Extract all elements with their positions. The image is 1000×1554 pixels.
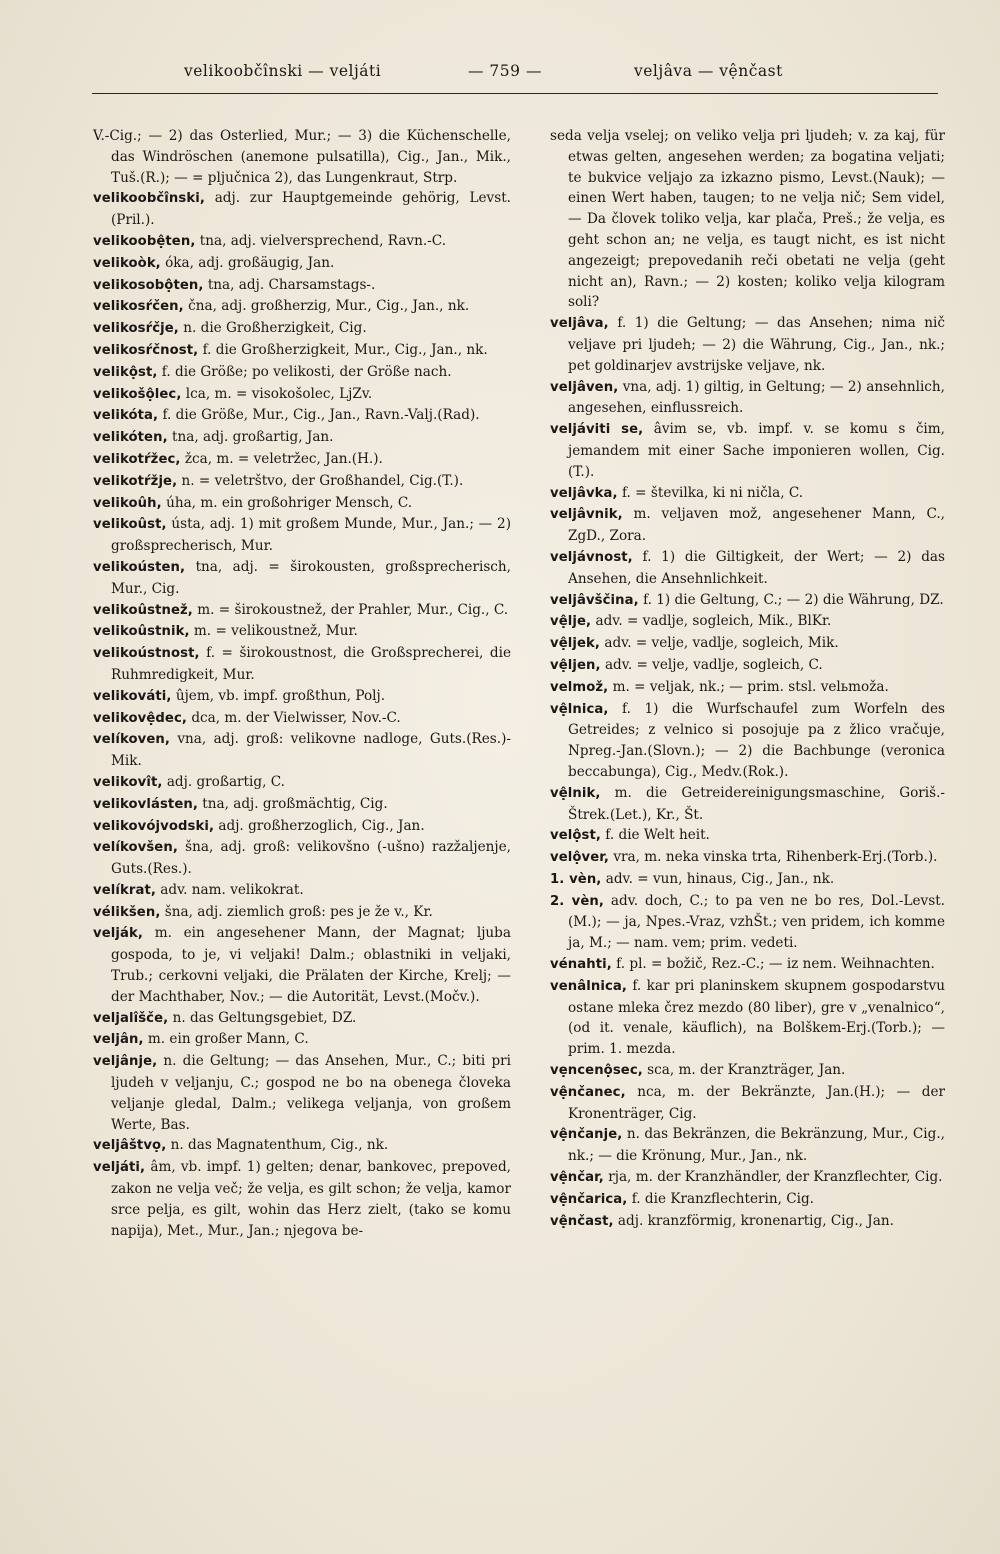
entry-definition: m. ein großer Mann, C. bbox=[143, 1031, 309, 1048]
entry-definition: sca, m. der Kranzträger, Jan. bbox=[642, 1062, 846, 1079]
entry-headword: velikosŕčje, bbox=[93, 321, 179, 337]
dictionary-entry bbox=[93, 923, 511, 1007]
dictionary-entry bbox=[93, 1135, 511, 1157]
entry-definition: adj. großartig, C. bbox=[162, 773, 285, 790]
entry-headword: velikoûh, bbox=[93, 495, 162, 511]
entry-definition: ûjem, vb. impf. großthun, Polj. bbox=[171, 687, 386, 704]
entry-definition: adv. = vun, hinaus, Cig., Jan., nk. bbox=[601, 870, 835, 887]
entry-headword: vệnčanec, bbox=[550, 1084, 626, 1100]
dictionary-entry bbox=[93, 514, 511, 557]
entry-headword: velikoústen, bbox=[93, 559, 186, 575]
entry-headword: velikosobộten, bbox=[93, 277, 204, 293]
dictionary-entry bbox=[93, 471, 511, 493]
entry-headword: veljânje, bbox=[93, 1054, 158, 1070]
entry-headword: veljâštvọ, bbox=[93, 1138, 167, 1154]
entry-headword: velikoûstnež, bbox=[93, 602, 193, 618]
entry-definition: tna, adj. großmächtig, Cig. bbox=[197, 795, 388, 812]
dictionary-entry bbox=[550, 1167, 945, 1189]
dictionary-entry bbox=[93, 880, 511, 902]
entry-definition: m. = veljak, nk.; — prim. stsl. velьmoža. bbox=[608, 678, 889, 695]
entry-definition: tna, adj. = širokousten, großsprecherisch, Mur., Cig. bbox=[111, 558, 511, 597]
entry-definition: f. kar pri planinskem skupnem gospodarstvu ostane mleka črez mezdo (80 liber), gre v „venalnico“, (od it. venale, käuflich), na Bolškem-Erj.(Torb.); — prim. 1. mezda. bbox=[568, 977, 945, 1058]
entry-definition: f. die Kranzflechterin, Cig. bbox=[627, 1190, 815, 1207]
header-rule bbox=[92, 93, 938, 94]
entry-definition: adv. = velje, vadlje, sogleich, Mik. bbox=[600, 635, 839, 652]
entry-definition: adv. doch, C.; to pa ven ne bo res, Dol.-Levst.(M.); — ja, Npes.-Vraz, vzhŠt.; ven pridem, ich komme ja, M.; — nam. vem; prim. vedeti. bbox=[568, 892, 945, 952]
dictionary-entry bbox=[550, 869, 945, 891]
entry-definition: m. veljaven mož, angesehener Mann, C., ZgD., Zora. bbox=[568, 506, 945, 545]
entry-headword: velmož, bbox=[550, 679, 609, 695]
entry-headword: vệljek, bbox=[550, 636, 601, 652]
entry-headword: velikovlásten, bbox=[93, 796, 198, 812]
dictionary-entry bbox=[93, 1008, 511, 1030]
entry-definition: adv. nam. velikokrat. bbox=[155, 881, 304, 898]
dictionary-entry bbox=[550, 699, 945, 783]
entry-definition: n. das Bekränzen, die Bekränzung, Mur., Cig., nk.; — die Krönung, Mur., Jan., nk. bbox=[568, 1126, 945, 1165]
entry-headword: velikóta, bbox=[93, 408, 159, 424]
dictionary-entry bbox=[550, 954, 945, 976]
entry-headword: veljâvščina, bbox=[550, 592, 639, 608]
entry-definition: n. = veletrštvo, der Großhandel, Cig.(T.). bbox=[177, 472, 464, 489]
entry-definition: seda velja vselej; on veliko velja pri ljudeh; v. za kaj, für etwas gelten, angesehen werden; za bogatina veljati; te bukvice veljajo za izkazno pismo, Levst.(Nauk); — einen Wert haben, taugen; to ne velja nič; Sem videl, — Da človek toliko velja, kar plača, Preš.; že velja, es geht schon an; ne velja, es taugt nicht, es ist nicht angezeigt; prepovedanih reči obetati ne velja (geht nicht an), Ravn.; — 2) kosten; koliko velja kilogram soli? bbox=[550, 128, 945, 311]
entry-definition: f. die Größe, Mur., Cig., Jan., Ravn.-Valj.(Rad). bbox=[158, 407, 480, 424]
entry-headword: veljáti, bbox=[93, 1160, 146, 1176]
dictionary-entry bbox=[93, 1157, 511, 1241]
entry-definition: f. 1) die Geltung, C.; — 2) die Währung, DZ. bbox=[638, 591, 944, 608]
dictionary-entry bbox=[93, 340, 511, 362]
entry-definition: n. die Großherzigkeit, Cig. bbox=[178, 320, 367, 337]
left-column bbox=[93, 126, 511, 1241]
page-header bbox=[0, 62, 1000, 88]
entry-headword: velikovît, bbox=[93, 774, 163, 790]
entry-headword: vệnčanje, bbox=[550, 1127, 623, 1143]
entry-definition: f. = številka, ki ni ničla, C. bbox=[617, 484, 804, 501]
entry-headword: veljalîšče, bbox=[93, 1010, 169, 1026]
dictionary-entry bbox=[93, 296, 511, 318]
entry-definition: f. die Welt heit. bbox=[600, 827, 710, 844]
entry-definition: úha, m. ein großohriger Mensch, C. bbox=[161, 494, 413, 511]
entry-definition: m. = širokoustnež, der Prahler, Mur., Cig., C. bbox=[192, 601, 509, 618]
entry-headword: velikoûst, bbox=[93, 517, 167, 533]
dictionary-entry bbox=[550, 1211, 945, 1233]
dictionary-entry bbox=[550, 655, 945, 677]
entry-headword: 2. vèn, bbox=[550, 893, 605, 909]
entry-headword: vẹncenộsec, bbox=[550, 1063, 643, 1079]
entry-headword: vệnčar, bbox=[550, 1170, 604, 1186]
entry-headword: velíkrat, bbox=[93, 882, 156, 898]
entry-definition: dca, m. der Vielwisser, Nov.-C. bbox=[187, 709, 401, 726]
entry-headword: velikotŕžje, bbox=[93, 473, 178, 489]
entry-definition: m. die Getreidereinigungsmaschine, Goriš.-Štrek.(Let.), Kr., Št. bbox=[568, 784, 945, 823]
entry-headword: veljâvnik, bbox=[550, 507, 623, 523]
entry-definition: šna, adj. groß: velikovšno (-ušno) razžaljenje, Guts.(Res.). bbox=[111, 839, 511, 878]
entry-headword: vệnčarica, bbox=[550, 1191, 628, 1207]
dictionary-entry bbox=[93, 493, 511, 515]
entry-headword: vệlnica, bbox=[550, 701, 609, 717]
entry-headword: vélikšen, bbox=[93, 904, 161, 920]
dictionary-entry bbox=[93, 729, 511, 772]
dictionary-entry bbox=[550, 590, 945, 612]
dictionary-entry bbox=[550, 504, 945, 547]
entry-definition: f. = širokoustnost, die Großsprecherei, die Ruhmredigkeit, Mur. bbox=[111, 645, 511, 683]
entry-definition: f. 1) die Wurfschaufel zum Worfeln des Getreides; z velnico si posojuje pa z žlico vračuje, Npreg.-Jan.(Slovn.); — 2) die Bachbunge (veronica beccabunga), Cig., Medv.(Rok.). bbox=[568, 700, 945, 780]
header-left-guide-words: velikoobčînski — veljáti bbox=[184, 62, 382, 80]
entry-definition: m. = velikoustnež, Mur. bbox=[189, 623, 358, 640]
entry-headword: velikošộlec, bbox=[93, 386, 182, 402]
entry-headword: vénahti, bbox=[550, 957, 612, 973]
dictionary-entry bbox=[93, 772, 511, 794]
entry-definition: âm, vb. impf. 1) gelten; denar, bankovec, prepoved, zakon ne velja več; že velja, es gilt schon; že velja, kamor srce pelja, es gilt, wohin das Herz zielt, (tako se komu napija), Met., Mur., Jan.; njegova be- bbox=[111, 1159, 511, 1239]
entry-definition: f. die Großherzigkeit, Mur., Cig., Jan., nk. bbox=[198, 341, 488, 358]
dictionary-entry bbox=[93, 362, 511, 384]
entry-headword: veljâvka, bbox=[550, 485, 618, 501]
entry-definition: f. pl. = božič, Rez.-C.; — iz nem. Weihnachten. bbox=[611, 956, 935, 973]
entry-headword: velikosŕčen, bbox=[93, 299, 184, 315]
dictionary-entry bbox=[550, 825, 945, 847]
dictionary-entry bbox=[93, 643, 511, 686]
entry-headword: 1. vèn, bbox=[550, 871, 602, 887]
entry-definition: vna, adj. groß: velikovne nadloge, Guts.(Res.)-Mik. bbox=[111, 731, 511, 770]
dictionary-entry bbox=[550, 1189, 945, 1211]
entry-headword: venâlnica, bbox=[550, 978, 627, 994]
entry-definition: m. ein angesehener Mann, der Magnat; ljuba gospoda, to je, vi veljaki! Dalm.; oblastniki in veljaki, Trub.; cerkovni veljaki, die Prälaten der Kirche, Krelj; — der Machthaber, Nov.; — die Autorität, Levst.(Močv.). bbox=[111, 925, 511, 1005]
dictionary-entry bbox=[550, 611, 945, 633]
entry-definition: vna, adj. 1) giltig, in Geltung; — 2) ansehnlich, angesehen, einflussreich. bbox=[568, 378, 945, 417]
dictionary-entry bbox=[550, 1060, 945, 1082]
dictionary-entry bbox=[550, 483, 945, 505]
entry-definition: tna, adj. Charsamstags-. bbox=[203, 276, 376, 293]
dictionary-entry bbox=[93, 405, 511, 427]
entry-definition: f. die Größe; po velikosti, der Größe nach. bbox=[157, 363, 452, 380]
dictionary-entry bbox=[93, 1051, 511, 1135]
entry-definition: adj. kranzförmig, kronenartig, Cig., Jan. bbox=[613, 1212, 894, 1229]
entry-definition: čna, adj. großherzig, Mur., Cig., Jan., nk. bbox=[183, 298, 470, 315]
dictionary-entry bbox=[93, 188, 511, 231]
entry-definition: šna, adj. ziemlich groß: pes je že v., Kr. bbox=[160, 903, 433, 920]
entry-definition: lca, m. = visokošolec, LjZv. bbox=[181, 385, 373, 402]
entry-definition: V.-Cig.; — 2) das Osterlied, Mur.; — 3) die Küchenschelle, das Windröschen (anemone pulsatilla), Cig., Jan., Mik., Tuš.(R.); — = pljučnica 2), das Lungenkraut, Strp. bbox=[93, 128, 511, 186]
dictionary-entry bbox=[550, 419, 945, 482]
entry-headword: veljâva, bbox=[550, 316, 609, 332]
entry-definition: óka, adj. großäugig, Jan. bbox=[160, 254, 335, 271]
entry-definition: âvim se, vb. impf. v. se komu s čim, jemandem mit einer Sache imponieren wollen, Cig.(T.). bbox=[568, 421, 945, 480]
dictionary-entry bbox=[550, 677, 945, 699]
dictionary-entry bbox=[93, 621, 511, 643]
entry-headword: velikotŕžec, bbox=[93, 451, 181, 467]
dictionary-entry bbox=[93, 318, 511, 340]
dictionary-entry bbox=[550, 1082, 945, 1125]
entry-headword: velikovệdec, bbox=[93, 710, 188, 726]
dictionary-entry bbox=[93, 427, 511, 449]
dictionary-entry bbox=[550, 1124, 945, 1167]
entry-headword: velikoobệten, bbox=[93, 233, 196, 249]
dictionary-entry bbox=[93, 816, 511, 838]
right-column bbox=[550, 126, 945, 1232]
entry-headword: veljâven, bbox=[550, 379, 619, 395]
dictionary-entry bbox=[93, 708, 511, 730]
entry-definition: nca, m. der Bekränzte, Jan.(H.); — der Kronenträger, Cig. bbox=[568, 1083, 945, 1122]
dictionary-entry bbox=[93, 902, 511, 924]
page-number: — 759 — bbox=[468, 62, 542, 80]
dictionary-entry bbox=[550, 783, 945, 826]
entry-headword: velikộst, bbox=[93, 364, 158, 380]
entry-definition: adj. zur Hauptgemeinde gehörig, Levst.(Pril.). bbox=[111, 190, 511, 229]
entry-headword: velíkoven, bbox=[93, 732, 170, 748]
entry-headword: velikoústnost, bbox=[93, 646, 200, 662]
dictionary-entry bbox=[550, 313, 945, 376]
dictionary-entry bbox=[93, 557, 511, 600]
entry-headword: velộst, bbox=[550, 828, 601, 844]
entry-definition: n. das Magnatenthum, Cig., nk. bbox=[166, 1137, 389, 1154]
entry-definition: f. 1) die Geltung; — das Ansehen; nima nič veljave pri ljudeh; — 2) die Währung, Cig., Jan., nk.; pet goldinarjev avstrijske veljave, nk. bbox=[568, 315, 945, 374]
entry-definition: adj. großherzoglich, Cig., Jan. bbox=[214, 817, 425, 834]
entry-headword: velikoûstnik, bbox=[93, 624, 190, 640]
dictionary-entry bbox=[93, 384, 511, 406]
entry-headword: vệlnik, bbox=[550, 785, 601, 801]
dictionary-entry bbox=[93, 1029, 511, 1051]
entry-headword: velikóten, bbox=[93, 430, 168, 446]
dictionary-entry bbox=[93, 126, 511, 188]
dictionary-entry bbox=[93, 837, 511, 880]
dictionary-entry bbox=[550, 891, 945, 954]
entry-definition: žca, m. = veletržec, Jan.(H.). bbox=[180, 450, 383, 467]
dictionary-entry bbox=[550, 976, 945, 1060]
dictionary-entry bbox=[93, 449, 511, 471]
entry-definition: n. die Geltung; — das Ansehen, Mur., C.; biti pri ljudeh v veljanju, C.; gospod ne bo na obenega človeka veljanje gledal, Dalm.; velikega veljanja, von großem Werte, Bas. bbox=[111, 1053, 511, 1133]
entry-headword: vệljen, bbox=[550, 657, 601, 673]
dictionary-entry bbox=[550, 126, 945, 313]
entry-headword: velíkovšen, bbox=[93, 840, 178, 856]
entry-definition: n. das Geltungsgebiet, DZ. bbox=[168, 1009, 357, 1026]
dictionary-entry bbox=[93, 253, 511, 275]
entry-headword: velikoobčînski, bbox=[93, 191, 205, 207]
entry-definition: vra, m. neka vinska trta, Rihenberk-Erj.(Torb.). bbox=[609, 849, 938, 866]
entry-headword: veljân, bbox=[93, 1032, 144, 1048]
entry-headword: vệlje, bbox=[550, 614, 592, 630]
entry-definition: ústa, adj. 1) mit großem Munde, Mur., Jan.; — 2) großsprecherisch, Mur. bbox=[111, 516, 511, 555]
entry-headword: velikovójvodski, bbox=[93, 818, 215, 834]
dictionary-entry bbox=[93, 231, 511, 253]
dictionary-entry bbox=[93, 686, 511, 708]
dictionary-entry bbox=[93, 600, 511, 622]
entry-headword: veljávnost, bbox=[550, 549, 633, 565]
dictionary-entry bbox=[550, 633, 945, 655]
entry-definition: adv. = vadlje, sogleich, Mik., BlKr. bbox=[591, 613, 832, 630]
dictionary-entry bbox=[93, 275, 511, 297]
entry-headword: velják, bbox=[93, 926, 143, 942]
header-right-guide-words: veljâva — vệnčast bbox=[634, 62, 783, 80]
entry-headword: velộver, bbox=[550, 850, 610, 866]
entry-definition: adv. = velje, vadlje, sogleich, C. bbox=[600, 656, 823, 673]
dictionary-entry bbox=[93, 794, 511, 816]
dictionary-entry bbox=[550, 377, 945, 420]
entry-definition: tna, adj. großartig, Jan. bbox=[167, 429, 334, 446]
entry-headword: vệnčast, bbox=[550, 1213, 614, 1229]
dictionary-entry bbox=[550, 847, 945, 869]
entry-definition: tna, adj. vielversprechend, Ravn.-C. bbox=[195, 232, 447, 249]
entry-headword: velikoòk, bbox=[93, 255, 161, 271]
entry-headword: veljáviti se, bbox=[550, 422, 644, 438]
entry-headword: velikosŕčnost, bbox=[93, 342, 199, 358]
entry-headword: velikováti, bbox=[93, 688, 172, 704]
dictionary-entry bbox=[550, 547, 945, 590]
entry-definition: rja, m. der Kranzhändler, der Kranzflechter, Cig. bbox=[603, 1169, 943, 1186]
entry-definition: f. 1) die Giltigkeit, der Wert; — 2) das Ansehen, die Ansehnlichkeit. bbox=[568, 548, 945, 587]
